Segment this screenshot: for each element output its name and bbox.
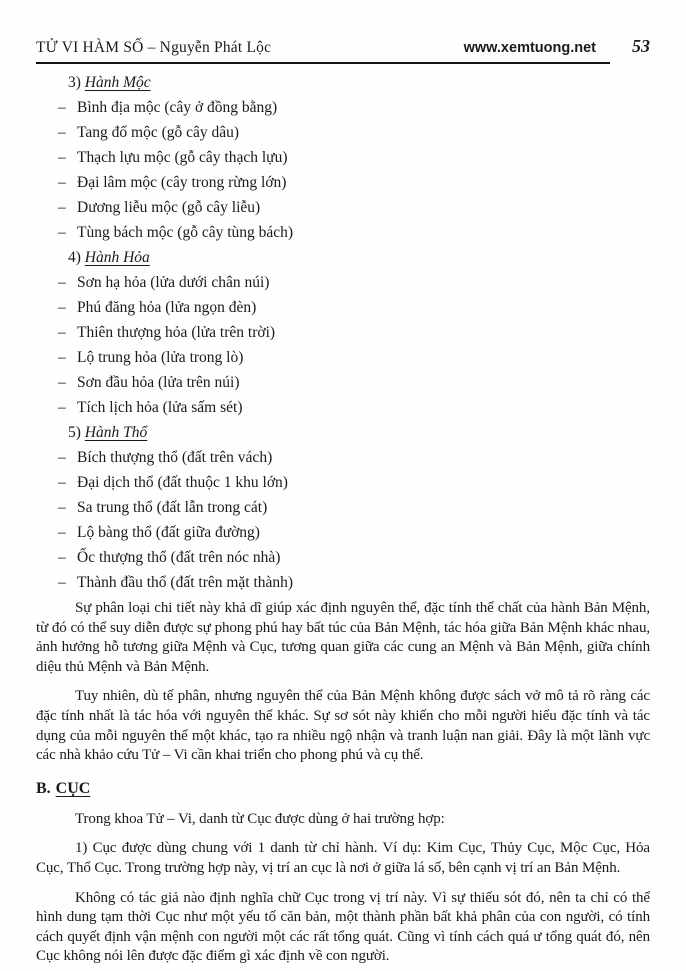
- list-item: [36, 295, 650, 320]
- list-item-text: Tang đố mộc (gỗ cây dâu): [77, 124, 240, 141]
- section-number: 3): [68, 74, 81, 91]
- list-item: [36, 120, 650, 145]
- dash-bullet: –: [58, 499, 66, 516]
- paragraph-cuc-intro: Trong khoa Tử – Vi, danh từ Cục được dùng ở hai trường hợp:: [75, 810, 445, 827]
- list-item: [36, 195, 650, 220]
- list-item: [36, 545, 650, 570]
- list-item-text: Tích lịch hỏa (lửa sấm sét): [77, 399, 243, 416]
- list-item-text: Sơn đầu hỏa (lửa trên núi): [77, 374, 240, 391]
- section-title: Hành Hỏa: [84, 249, 150, 266]
- list-item: [36, 470, 650, 495]
- section-number: 4): [68, 249, 81, 266]
- list-item: [36, 95, 650, 120]
- page-header: [36, 36, 650, 56]
- section-title: Hành Thổ: [84, 424, 148, 441]
- list-item-text: Thành đầu thổ (đất trên mặt thành): [77, 574, 294, 591]
- dash-bullet: –: [58, 274, 66, 291]
- list-item: [36, 520, 650, 545]
- list-item: [36, 495, 650, 520]
- list-item-text: Thạch lựu mộc (gỗ cây thạch lựu): [77, 149, 288, 166]
- dash-bullet: –: [58, 124, 66, 141]
- dash-bullet: –: [58, 549, 66, 566]
- list-item-text: Bích thượng thổ (đất trên vách): [77, 449, 273, 466]
- list-item: [36, 370, 650, 395]
- dash-bullet: –: [58, 99, 66, 116]
- dash-bullet: –: [58, 324, 66, 341]
- dash-bullet: –: [58, 199, 66, 216]
- list-item-text: Đại dịch thổ (đất thuộc 1 khu lớn): [77, 474, 288, 491]
- section-title: Hành Mộc: [84, 74, 151, 91]
- list-item: [36, 570, 650, 595]
- dash-bullet: –: [58, 574, 66, 591]
- list-item: [36, 270, 650, 295]
- list-item-text: Bình địa mộc (cây ở đồng bằng): [77, 99, 278, 116]
- dash-bullet: –: [58, 399, 66, 416]
- dash-bullet: –: [58, 374, 66, 391]
- dash-bullet: –: [58, 299, 66, 316]
- list-item: [36, 320, 650, 345]
- dash-bullet: –: [58, 174, 66, 191]
- list-item-text: Sa trung thổ (đất lẫn trong cát): [77, 499, 268, 516]
- section-heading-hanh-moc: [36, 70, 650, 95]
- list-item: [36, 170, 650, 195]
- dash-bullet: –: [58, 524, 66, 541]
- list-item-text: Phú đăng hỏa (lửa ngọn đèn): [77, 299, 257, 316]
- header-divider: [36, 62, 610, 64]
- book-title: TỬ VI HÀM SỐ – Nguyễn Phát Lộc: [36, 39, 272, 56]
- section-b-title: CỤC: [55, 779, 91, 797]
- list-item: [36, 445, 650, 470]
- list-item-text: Ốc thượng thổ (đất trên nóc nhà): [77, 549, 281, 566]
- list-item: [36, 395, 650, 420]
- dash-bullet: –: [58, 349, 66, 366]
- list-item-text: Sơn hạ hỏa (lửa dưới chân núi): [77, 274, 270, 291]
- section-heading-cuc: [36, 778, 650, 800]
- list-item-text: Thiên thượng hỏa (lửa trên trời): [77, 324, 276, 341]
- section-number: 5): [68, 424, 81, 441]
- section-b-label: B.: [36, 779, 51, 797]
- list-item-text: Lộ trung hỏa (lửa trong lò): [77, 349, 244, 366]
- page-number: 53: [632, 36, 650, 56]
- list-item: [36, 220, 650, 245]
- dash-bullet: –: [58, 474, 66, 491]
- dash-bullet: –: [58, 149, 66, 166]
- paragraph-cuc-usage: 1) Cục được dùng chung với 1 danh từ chỉ hành. Ví dụ: Kim Cục, Thủy Cục, Mộc Cục, Hỏa Cục, Thổ Cục. Trong trường hợp này, vị trí an cục là nơi ở giữa lá số, bên cạnh vị trí an Bản Mệnh.: [36, 840, 650, 876]
- page-body: [36, 70, 650, 967]
- list-item-text: Dương liễu mộc (gỗ cây liễu): [77, 199, 261, 216]
- website-url: www.xemtuong.net: [463, 40, 596, 56]
- paragraph-classification: Sự phân loại chi tiết này khả dĩ giúp xác định nguyên thể, đặc tính thể chất của hành Bản Mệnh, từ đó có thể suy diễn được sự phong phú hay bất túc của Bản Mệnh, tác hóa giữa Bản Mệnh khác nhau, ảnh hưởng hỗ tương giữa Mệnh và Cục, tương quan giữa các cung an Mệnh và Bản Mệnh, giữa chính diệu thủ Mệnh và Bản Mệnh.: [36, 600, 650, 675]
- list-item-text: Lộ bàng thổ (đất giữa đường): [77, 524, 260, 541]
- list-item-text: Đại lâm mộc (cây trong rừng lớn): [77, 174, 287, 191]
- paragraph-cuc-definition: Không có tác giả nào định nghĩa chữ Cục trong vị trí này. Vì sự thiếu sót đó, nên ta chỉ có thể hình dung tạm thời Cục như một yếu tố căn bản, một thành phần bất khả phân của con người, có tính cách quyết định vận mệnh con người một các rất tổng quát. Cũng vì tính cách quá ư tổng quát đó, nên Cục không nói lên được đặc điểm gì xác định về con người.: [36, 889, 650, 965]
- list-item: [36, 145, 650, 170]
- paragraph-however: Tuy nhiên, dù tế phân, nhưng nguyên thể của Bản Mệnh không được sách vở mô tả rõ ràng các đặc tính nhất là tác hóa với nguyên thể khác. Sự sơ sót này khiến cho mỗi người hiểu đặc tính và tác dụng của mỗi nguyên thể một khác, tạo ra nhiều ngộ nhận và tranh luận nan giải. Đây là một lãnh vực các nhà khảo cứu Tử – Vi cần khai triển cho phong phú và cụ thể.: [36, 688, 650, 764]
- list-item: [36, 345, 650, 370]
- section-heading-hanh-tho: [36, 420, 650, 445]
- dash-bullet: –: [58, 449, 66, 466]
- section-heading-hanh-hoa: [36, 245, 650, 270]
- list-item-text: Tùng bách mộc (gỗ cây tùng bách): [77, 224, 294, 241]
- dash-bullet: –: [58, 224, 66, 241]
